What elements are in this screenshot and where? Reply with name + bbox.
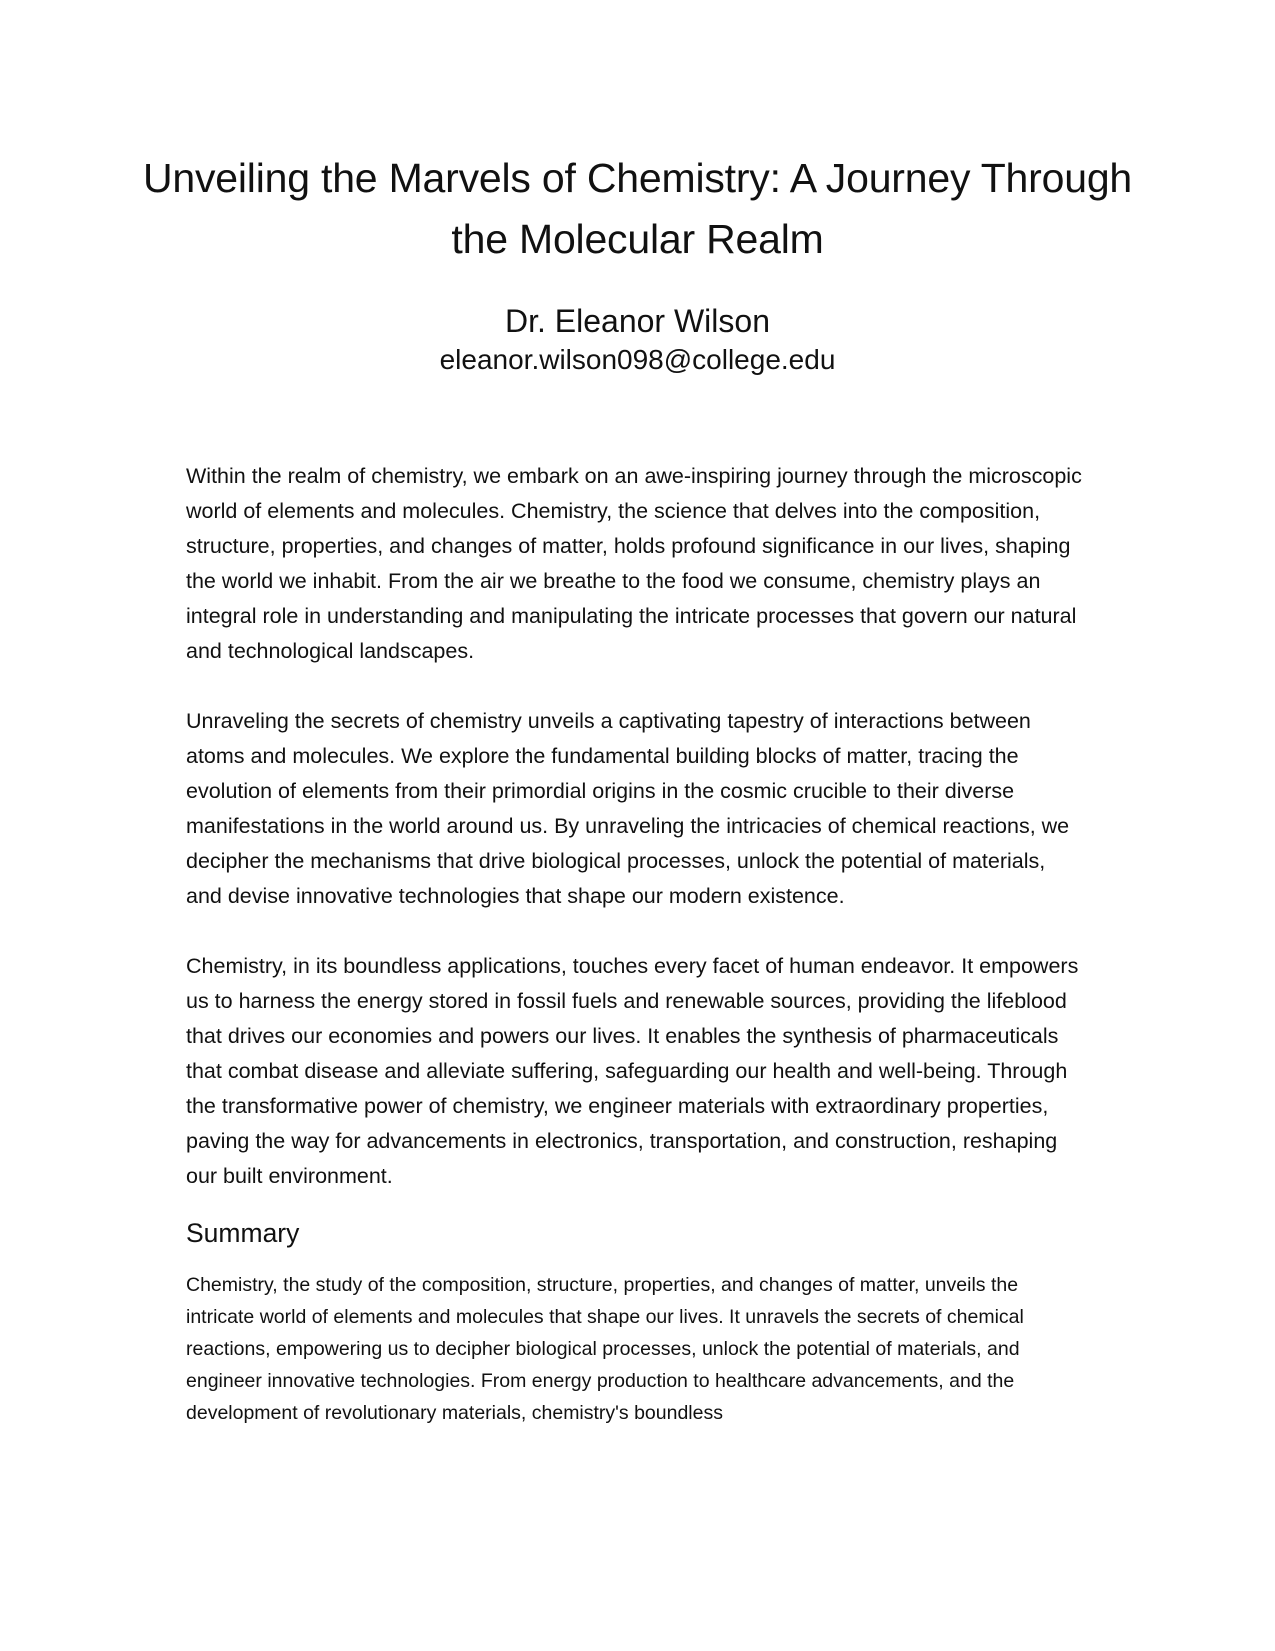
document-body bbox=[186, 459, 1086, 1429]
body-paragraph-1: Within the realm of chemistry, we embark on an awe-inspiring journey through the microscopic world of elements and molecules. Chemistry, the science that delves into the composition, structure, properties, and changes of matter, holds profound significance in our lives, shaping the world we inhabit. From the air we breathe to the food we consume, chemistry plays an integral role in understanding and manipulating the intricate processes that govern our natural and technological landscapes. bbox=[186, 464, 1082, 663]
document-title: Unveiling the Marvels of Chemistry: A Journey Through the Molecular Realm bbox=[142, 155, 1133, 262]
author-block bbox=[140, 301, 1135, 379]
body-paragraph-2: Unraveling the secrets of chemistry unveils a captivating tapestry of interactions between atoms and molecules. We explore the fundamental building blocks of matter, tracing the evolution of elements from their primordial origins in the cosmic crucible to their diverse manifestations in the world around us. By unraveling the intricacies of chemical reactions, we decipher the mechanisms that drive biological processes, unlock the potential of materials, and devise innovative technologies that shape our modern existence. bbox=[186, 709, 1070, 908]
author-email: eleanor.wilson098@college.edu bbox=[439, 344, 836, 375]
summary-text: Chemistry, the study of the composition, structure, properties, and changes of matter, unveils the intricate world of elements and molecules that shape our lives. It unravels the secrets of chemical reactions, empowering us to decipher biological processes, unlock the potential of materials, and engineer innovative technologies. From energy production to healthcare advancements, and the development of revolutionary materials, chemistry's boundless bbox=[186, 1274, 1024, 1424]
body-paragraph-3: Chemistry, in its boundless applications, touches every facet of human endeavor. It empowers us to harness the energy stored in fossil fuels and renewable sources, providing the lifeblood that drives our economies and powers our lives. It enables the synthesis of pharmaceuticals that combat disease and alleviate suffering, safeguarding our health and well-being. Through the transformative power of chemistry, we engineer materials with extraordinary properties, paving the way for advancements in electronics, transportation, and construction, reshaping our built environment. bbox=[186, 954, 1079, 1188]
author-name: Dr. Eleanor Wilson bbox=[505, 303, 770, 339]
summary-heading: Summary bbox=[186, 1218, 300, 1248]
